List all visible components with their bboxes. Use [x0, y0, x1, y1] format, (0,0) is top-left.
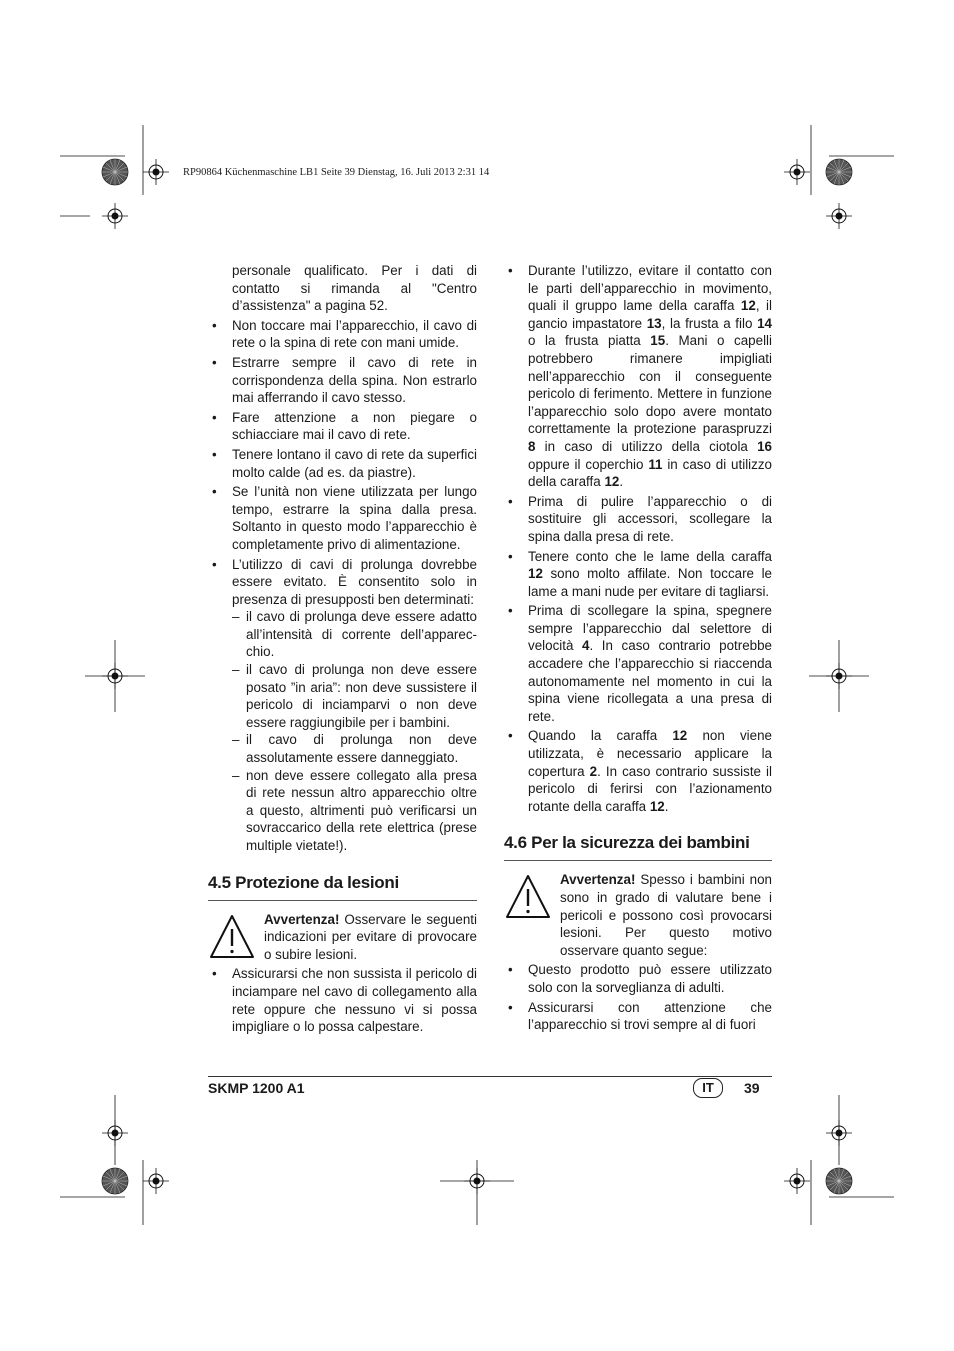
warning-text — [560, 871, 772, 959]
list-item: • Tenere conto che le lame della caraffa 12 sono molto affilate. Non toccare le lame a mani nude per evitare di tagliarsi. — [504, 548, 772, 601]
page-number: 39 — [744, 1080, 760, 1096]
part-number: 13 — [646, 315, 662, 331]
list-item: • Estrarre sempre il cavo di rete in corrispondenza della spina. Non estrarlo mai afferrando il cavo stesso. — [208, 354, 477, 407]
intro-paragraph: personale qualificato. Per i dati di contatto si rimanda al "Centro d’assistenza" a pagina 52. — [232, 263, 477, 314]
list-item: • Se l’unità non viene utilizzata per lungo tempo, estrarre la spina dalla presa. Soltanto in questo modo l’apparecchio è completamente privo di alimentazione. — [208, 483, 477, 553]
warning-triangle-icon — [208, 913, 264, 961]
safety-list — [208, 965, 477, 1035]
print-header: RP90864 Küchenmaschine LB1 Seite 39 Dienstag, 16. Juli 2013 2:31 14 — [183, 167, 490, 178]
section-heading: 4.5 Protezione da lesioni — [208, 873, 477, 901]
sub-list-item: – non deve essere collegato alla presa di rete nessun altro apparecchio oltre a questo, altrimenti può verificarsi un sovraccarico della rete elettrica (prese multiple vietate!). — [232, 767, 477, 855]
part-number: 16 — [757, 438, 772, 454]
footer-divider — [208, 1076, 772, 1077]
warning-label: Avvertenza! — [560, 872, 636, 888]
warning-body: Spesso i bambini non sono in grado di valutare bene i pericoli e possono così provocarsi lesioni. Per questo motivo osservare quanto segue: — [560, 872, 772, 958]
sub-list-item: – il cavo di prolunga non deve assolutamente essere danneggiato. — [232, 731, 477, 766]
warning-body: Osservare le seguenti indicazioni per evitare di provocare o subire lesioni. — [264, 911, 477, 962]
language-badge: IT — [693, 1078, 723, 1098]
list-item-text: L’utilizzo di cavi di prolunga dovrebbe essere evitato. È consentito solo in presenza di presupposti ben determinati: — [232, 556, 477, 607]
list-item: • Prima di pulire l’apparecchio o di sostituire gli accessori, scollegare la spina dalla presa di rete. — [504, 493, 772, 546]
warning-text — [264, 911, 477, 964]
safety-list — [504, 961, 772, 1033]
section-heading: 4.6 Per la sicurezza dei bambini — [504, 833, 772, 861]
part-number: 12 — [740, 298, 756, 314]
warning-label: Avvertenza! — [264, 911, 340, 927]
warning-triangle-icon — [504, 873, 560, 921]
list-item: • Quando la caraffa 12 non viene utilizzata, è necessario applicare la copertura 2. In caso contrario sussiste il pericolo di ferirsi con l’azionamento rotante della caraffa 12. — [504, 727, 772, 815]
part-number: 2 — [589, 763, 598, 779]
sub-list-item: – il cavo di prolunga deve essere adatto all’intensità di corrente dell’apparec-chio. — [232, 608, 477, 661]
list-item: • Durante l’utilizzo, evitare il contatto con le parti dell’apparecchio in movimento, quali il gruppo lame della caraffa 12, il gancio impastatore 13, la frusta a filo 14 o la frusta piatta 15. Mani o capelli potrebbero rimanere impigliati nell’apparecchio con il conseguente pericolo di ferimento. Mettere in funzione l’apparecchio solo dopo avere montato correttamente la protezione paraspruzzi 8 in caso di utilizzo della ciotola 16 oppure il coperchio 11 in caso di utilizzo della caraffa 12. — [504, 262, 772, 491]
safety-list — [504, 262, 772, 815]
list-item: • Assicurarsi con attenzione che l’apparecchio si trovi sempre al di fuori — [504, 999, 772, 1034]
left-column — [208, 262, 477, 1038]
list-item: • Tenere lontano il cavo di rete da superfici molto calde (ad es. da piastre). — [208, 446, 477, 481]
list-item: • Assicurarsi che non sussista il pericolo di inciampare nel cavo di collegamento alla rete oppure che nessuno vi si possa impigliare o lo possa calpestare. — [208, 965, 477, 1035]
part-number: 12 — [604, 474, 620, 490]
part-number: 12 — [649, 798, 665, 814]
part-number: 14 — [757, 315, 772, 331]
part-number: 12 — [528, 566, 543, 582]
model-number: SKMP 1200 A1 — [208, 1080, 305, 1096]
warning-block — [504, 871, 772, 959]
safety-list — [208, 317, 477, 855]
part-number: 4 — [582, 638, 590, 654]
right-column — [504, 262, 772, 1036]
sub-list — [232, 608, 477, 854]
part-number: 8 — [528, 438, 536, 454]
list-item: • Prima di scollegare la spina, spegnere sempre l’apparecchio dal selettore di velocità 4. In caso contrario potrebbe accadere che l’apparecchio si riaccenda autonomamente nel momento in cui la spina viene ricollegata a una presa di rete. — [504, 602, 772, 725]
list-item — [208, 556, 477, 855]
list-item: • Non toccare mai l’apparecchio, il cavo di rete o la spina di rete con mani umide. — [208, 317, 477, 352]
list-item: • Questo prodotto può essere utilizzato solo con la sorveglianza di adulti. — [504, 961, 772, 996]
part-number: 11 — [648, 456, 663, 472]
part-number: 15 — [650, 333, 666, 349]
list-item: • Fare attenzione a non piegare o schiacciare mai il cavo di rete. — [208, 409, 477, 444]
warning-block — [208, 911, 477, 964]
part-number: 12 — [672, 728, 688, 744]
sub-list-item: – il cavo di prolunga non deve essere posato ”in aria”: non deve sussistere il pericolo di inciamparvi o non deve essere raggiungibile per i bambini. — [232, 661, 477, 731]
